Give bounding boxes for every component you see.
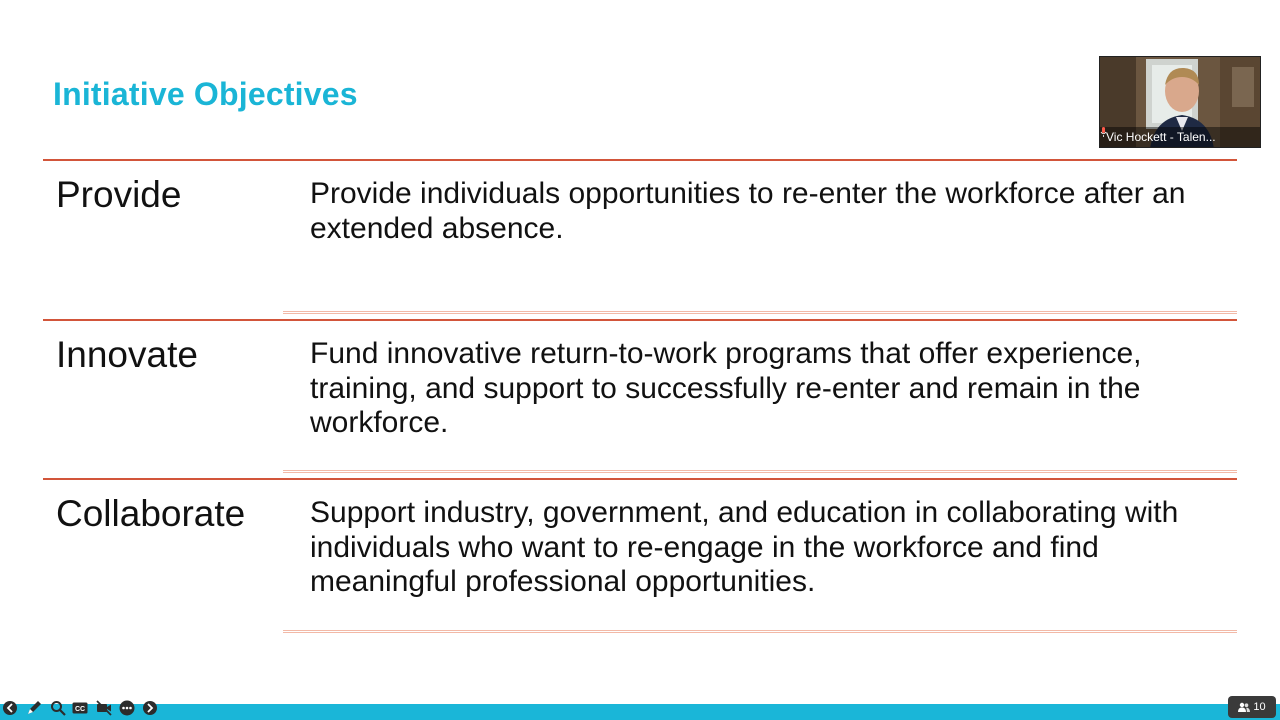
microphone-muted-icon [1100, 127, 1107, 137]
slide-title: Initiative Objectives [53, 76, 358, 112]
divider [43, 478, 1237, 480]
objective-description-provide: Provide individuals opportunities to re-enter the workforce after an extended absence. [310, 177, 1186, 245]
divider [283, 470, 1237, 473]
back-arrow-icon[interactable] [2, 700, 18, 716]
objective-description-innovate: Fund innovative return-to-work programs that offer experience, training, and support to successfully re-enter and remain in the workforce. [310, 337, 1142, 439]
divider [43, 319, 1237, 321]
captions-icon[interactable] [72, 700, 88, 716]
participant-count: 10 [1253, 701, 1266, 713]
divider [283, 311, 1237, 314]
participant-name: Vic Hockett - Talen... [1106, 130, 1216, 144]
divider [283, 630, 1237, 633]
objective-label-provide: Provide [56, 174, 182, 215]
forward-arrow-icon[interactable] [142, 700, 158, 716]
presenter-video-tile[interactable] [1099, 56, 1261, 148]
objective-label-collaborate: Collaborate [56, 493, 246, 534]
people-icon [1238, 702, 1250, 712]
presentation-toolbar [0, 704, 1280, 720]
objective-label-innovate: Innovate [56, 334, 198, 375]
more-icon[interactable] [119, 700, 135, 716]
pen-icon[interactable] [26, 700, 42, 716]
divider [43, 159, 1237, 161]
svg-text:CC: CC [74, 706, 86, 713]
video-off-icon[interactable] [96, 700, 112, 716]
objective-description-collaborate: Support industry, government, and education in collaborating with individuals who want to re-engage in the workforce and find meaningful professional opportunities. [310, 496, 1179, 598]
participants-button[interactable] [1228, 696, 1276, 718]
participant-name-caption [1100, 127, 1260, 147]
zoom-icon[interactable] [50, 700, 66, 716]
